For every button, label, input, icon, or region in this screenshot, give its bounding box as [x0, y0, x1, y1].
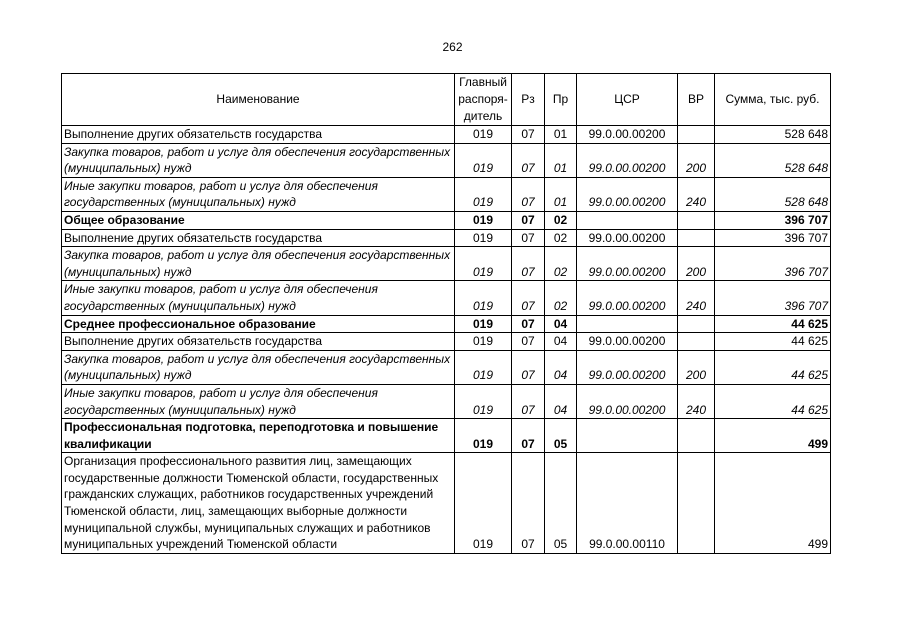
row-name: Закупка товаров, работ и услуг для обеспечения государственных (муниципальных) нужд — [62, 143, 455, 177]
row-sum: 44 625 — [715, 333, 831, 351]
row-vr: 240 — [678, 384, 715, 418]
row-sum: 528 648 — [715, 177, 831, 211]
row-admin: 019 — [455, 211, 512, 229]
row-admin: 019 — [455, 453, 512, 554]
table-row — [62, 333, 831, 351]
row-pr: 01 — [545, 177, 577, 211]
row-admin: 019 — [455, 247, 512, 281]
row-csr: 99.0.00.00200 — [577, 229, 678, 247]
table-row — [62, 281, 831, 315]
row-rz: 07 — [512, 419, 545, 453]
row-rz: 07 — [512, 143, 545, 177]
row-admin: 019 — [455, 333, 512, 351]
row-vr: 200 — [678, 143, 715, 177]
row-pr: 04 — [545, 384, 577, 418]
row-pr: 02 — [545, 281, 577, 315]
row-sum: 528 648 — [715, 143, 831, 177]
row-name: Выполнение других обязательств государства — [62, 333, 455, 351]
row-rz: 07 — [512, 247, 545, 281]
row-name: Иные закупки товаров, работ и услуг для обеспечения государственных (муниципальных) нужд — [62, 177, 455, 211]
row-admin: 019 — [455, 177, 512, 211]
row-rz: 07 — [512, 177, 545, 211]
header-rz: Рз — [512, 74, 545, 126]
row-csr: 99.0.00.00200 — [577, 384, 678, 418]
row-admin: 019 — [455, 419, 512, 453]
row-csr: 99.0.00.00200 — [577, 333, 678, 351]
row-name: Организация профессионального развития лиц, замещающих государственные должности Тюменской области, государственных гражданских служащих, работников государственных учреждений Тюменской области, лиц, замещающих выборные должности муниципальной службы, муниципальных служащих и работников муниципальных учреждений Тюменской области — [62, 453, 455, 554]
row-csr — [577, 315, 678, 333]
row-csr: 99.0.00.00200 — [577, 143, 678, 177]
row-rz: 07 — [512, 453, 545, 554]
row-name: Профессиональная подготовка, переподготовка и повышение квалификации — [62, 419, 455, 453]
row-csr: 99.0.00.00200 — [577, 177, 678, 211]
row-vr — [678, 211, 715, 229]
row-rz: 07 — [512, 211, 545, 229]
row-admin: 019 — [455, 384, 512, 418]
row-admin: 019 — [455, 126, 512, 144]
row-csr: 99.0.00.00200 — [577, 126, 678, 144]
row-csr: 99.0.00.00110 — [577, 453, 678, 554]
row-sum: 44 625 — [715, 315, 831, 333]
table-row — [62, 384, 831, 418]
row-name: Иные закупки товаров, работ и услуг для обеспечения государственных (муниципальных) нужд — [62, 384, 455, 418]
row-pr: 02 — [545, 247, 577, 281]
row-vr — [678, 333, 715, 351]
row-name: Иные закупки товаров, работ и услуг для обеспечения государственных (муниципальных) нужд — [62, 281, 455, 315]
table-row — [62, 211, 831, 229]
header-admin: Главный распоря-дитель — [455, 74, 512, 126]
row-vr: 200 — [678, 247, 715, 281]
row-pr: 05 — [545, 419, 577, 453]
row-sum: 396 707 — [715, 229, 831, 247]
row-pr: 01 — [545, 126, 577, 144]
row-csr — [577, 211, 678, 229]
row-rz: 07 — [512, 229, 545, 247]
table-row — [62, 143, 831, 177]
row-rz: 07 — [512, 350, 545, 384]
table-row — [62, 350, 831, 384]
row-csr: 99.0.00.00200 — [577, 247, 678, 281]
row-pr: 02 — [545, 229, 577, 247]
row-rz: 07 — [512, 126, 545, 144]
row-csr: 99.0.00.00200 — [577, 350, 678, 384]
row-name: Выполнение других обязательств государства — [62, 126, 455, 144]
row-pr: 01 — [545, 143, 577, 177]
row-rz: 07 — [512, 384, 545, 418]
row-pr: 05 — [545, 453, 577, 554]
row-vr — [678, 315, 715, 333]
row-pr: 04 — [545, 350, 577, 384]
row-pr: 02 — [545, 211, 577, 229]
row-name: Общее образование — [62, 211, 455, 229]
row-sum: 499 — [715, 453, 831, 554]
budget-table — [61, 73, 831, 554]
table-header-row — [62, 74, 831, 126]
row-rz: 07 — [512, 333, 545, 351]
table-row — [62, 315, 831, 333]
row-vr: 240 — [678, 281, 715, 315]
header-vr: ВР — [678, 74, 715, 126]
row-admin: 019 — [455, 350, 512, 384]
row-name: Выполнение других обязательств государства — [62, 229, 455, 247]
row-admin: 019 — [455, 281, 512, 315]
row-sum: 44 625 — [715, 350, 831, 384]
row-vr — [678, 126, 715, 144]
row-csr: 99.0.00.00200 — [577, 281, 678, 315]
row-rz: 07 — [512, 281, 545, 315]
row-name: Закупка товаров, работ и услуг для обеспечения государственных (муниципальных) нужд — [62, 350, 455, 384]
row-pr: 04 — [545, 315, 577, 333]
row-name: Закупка товаров, работ и услуг для обеспечения государственных (муниципальных) нужд — [62, 247, 455, 281]
row-admin: 019 — [455, 143, 512, 177]
row-vr — [678, 419, 715, 453]
table-row — [62, 177, 831, 211]
row-admin: 019 — [455, 229, 512, 247]
header-csr: ЦСР — [577, 74, 678, 126]
row-vr: 200 — [678, 350, 715, 384]
page-number: 262 — [442, 40, 463, 54]
table-row — [62, 126, 831, 144]
row-sum: 499 — [715, 419, 831, 453]
row-vr — [678, 229, 715, 247]
row-pr: 04 — [545, 333, 577, 351]
header-name: Наименование — [62, 74, 455, 126]
row-admin: 019 — [455, 315, 512, 333]
header-pr: Пр — [545, 74, 577, 126]
table-row — [62, 453, 831, 554]
table-row — [62, 229, 831, 247]
row-name: Среднее профессиональное образование — [62, 315, 455, 333]
row-sum: 528 648 — [715, 126, 831, 144]
row-sum: 396 707 — [715, 281, 831, 315]
table-row — [62, 419, 831, 453]
row-sum: 396 707 — [715, 211, 831, 229]
row-sum: 44 625 — [715, 384, 831, 418]
row-sum: 396 707 — [715, 247, 831, 281]
header-sum: Сумма, тыс. руб. — [715, 74, 831, 126]
row-csr — [577, 419, 678, 453]
table-row — [62, 247, 831, 281]
row-rz: 07 — [512, 315, 545, 333]
row-vr: 240 — [678, 177, 715, 211]
row-vr — [678, 453, 715, 554]
